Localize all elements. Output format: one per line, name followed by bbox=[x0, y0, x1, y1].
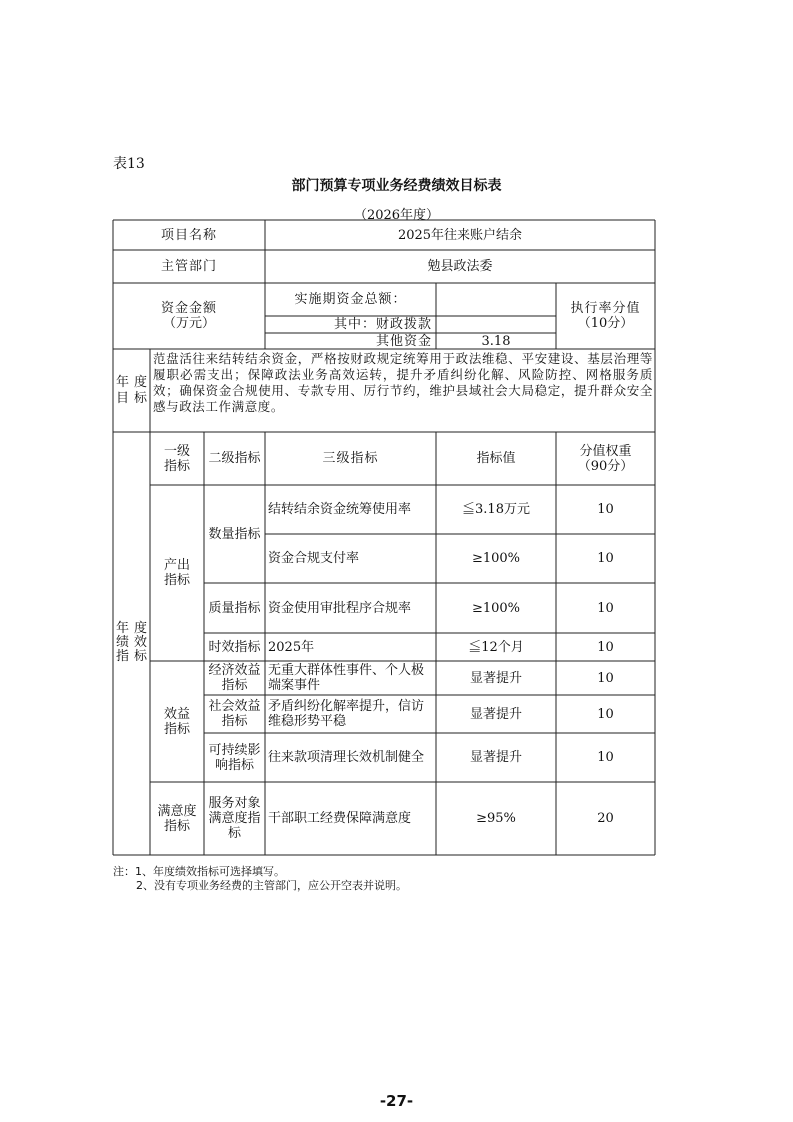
sub-timeliness: 时效指标 bbox=[208, 639, 261, 655]
row-3-weight: 10 bbox=[597, 600, 614, 616]
note-line-1: 注：1、年度绩效指标可选择填写。 bbox=[113, 865, 285, 878]
project-name-label: 项目名称 bbox=[160, 227, 217, 243]
row-5-value: 显著提升 bbox=[469, 670, 522, 686]
row-6-value: 显著提升 bbox=[469, 706, 522, 722]
row-6-weight: 10 bbox=[597, 706, 614, 722]
row-7-value: 显著提升 bbox=[469, 750, 522, 765]
row-6-level3: 矛盾纠纷化解率提升，信访维稳形势平稳 bbox=[268, 699, 425, 729]
annual-goal-text: 范盘活往来结转结余资金，严格按财政规定统筹用于政法维稳、平安建设、基层治理等履职必需支出；保障政法业务高效运转，提升矛盾纠纷化解、风险防控、网格服务质效；确保资金合规使用、专款专用、厉行节约，维护县域社会大局稳定，提升群众安全感与政法工作满意度。 bbox=[153, 351, 653, 414]
row-1-value: ≦3.18万元 bbox=[462, 502, 530, 517]
indicator-side-b: 度 bbox=[134, 621, 148, 636]
row-8-weight: 20 bbox=[597, 811, 614, 826]
annual-goal-label-d: 标 bbox=[134, 391, 148, 406]
exec-rate-label bbox=[556, 283, 655, 349]
exec-rate-line1: 执行率分值 bbox=[570, 301, 641, 316]
sub-service: 服务对象满意度指标 bbox=[208, 796, 261, 841]
row-8-level3: 干部职工经费保障满意度 bbox=[268, 811, 412, 826]
page-title: 部门预算专项业务经费绩效目标表 bbox=[291, 178, 502, 194]
group-output: 产出指标 bbox=[163, 558, 190, 588]
row-8-value: ≥95% bbox=[476, 811, 516, 826]
dept-label: 主管部门 bbox=[160, 259, 217, 274]
annual-goal-label-c: 目 bbox=[116, 391, 130, 406]
col-level1-header: 一级指标 bbox=[163, 443, 190, 474]
row-7-level3: 往来款项清理长效机制健全 bbox=[268, 750, 425, 765]
row-4-level3: 2025年 bbox=[268, 639, 315, 655]
total-funds-label: 实施期资金总额： bbox=[294, 292, 407, 307]
group-satisfaction: 满意度指标 bbox=[157, 803, 197, 834]
row-4-weight: 10 bbox=[597, 639, 614, 655]
dept-value: 勉县政法委 bbox=[427, 259, 493, 274]
row-2-weight: 10 bbox=[597, 551, 614, 566]
col-weight-line2: （90分） bbox=[577, 458, 634, 474]
sub-sustainable: 可持续影响指标 bbox=[208, 742, 261, 773]
sub-economic: 经济效益指标 bbox=[208, 663, 261, 693]
row-2-value: ≥100% bbox=[471, 551, 521, 566]
note-line-2: 2、没有专项业务经费的主管部门，应公开空表并说明。 bbox=[136, 879, 407, 892]
indicator-side-f: 标 bbox=[134, 649, 148, 664]
funds-label-line1: 资金金额 bbox=[160, 301, 217, 316]
row-7-weight: 10 bbox=[597, 750, 614, 765]
sub-quantity: 数量指标 bbox=[208, 526, 261, 542]
sub-social: 社会效益指标 bbox=[208, 699, 261, 729]
group-benefit: 效益指标 bbox=[163, 706, 190, 737]
col-weight-header bbox=[556, 432, 655, 485]
fiscal-funds-label: 其中：财政拨款 bbox=[333, 317, 432, 332]
indicator-side-a: 年 bbox=[116, 621, 130, 636]
other-funds-value: 3.18 bbox=[481, 333, 511, 349]
col-level3-header: 三级指标 bbox=[322, 451, 379, 466]
row-1-level3: 结转结余资金统筹使用率 bbox=[268, 502, 412, 517]
indicator-side-c: 绩 bbox=[116, 635, 130, 650]
funds-label bbox=[113, 283, 265, 349]
sub-quality: 质量指标 bbox=[208, 600, 261, 616]
total-funds-value bbox=[436, 283, 556, 316]
col-weight-line1: 分值权重 bbox=[579, 443, 632, 459]
table-label: 表13 bbox=[113, 156, 145, 172]
row-4-value: ≦12个月 bbox=[468, 639, 524, 655]
indicator-side-e: 指 bbox=[116, 649, 130, 664]
funds-label-line2: （万元） bbox=[162, 316, 215, 331]
project-name-value: 2025年往来账户结余 bbox=[397, 227, 523, 243]
col-value-header: 指标值 bbox=[476, 451, 516, 466]
fiscal-funds-value bbox=[436, 316, 556, 333]
row-5-weight: 10 bbox=[597, 670, 614, 686]
page-number: -27- bbox=[379, 1092, 414, 1110]
annual-goal-label-a: 年 bbox=[116, 375, 130, 390]
other-funds-label: 其他资金 bbox=[375, 333, 432, 349]
row-3-value: ≥100% bbox=[471, 600, 521, 616]
exec-rate-line2: （10分） bbox=[577, 316, 634, 331]
col-level2-header: 二级指标 bbox=[208, 451, 261, 466]
row-2-level3: 资金合规支付率 bbox=[268, 551, 360, 566]
year-label: （2026年度） bbox=[353, 208, 440, 223]
annual-goal-label-b: 度 bbox=[134, 375, 148, 390]
row-5-level3: 无重大群体性事件、个人极端案事件 bbox=[268, 663, 425, 693]
row-3-level3: 资金使用审批程序合规率 bbox=[268, 600, 412, 616]
indicator-side-d: 效 bbox=[134, 635, 148, 650]
row-1-weight: 10 bbox=[597, 502, 614, 517]
